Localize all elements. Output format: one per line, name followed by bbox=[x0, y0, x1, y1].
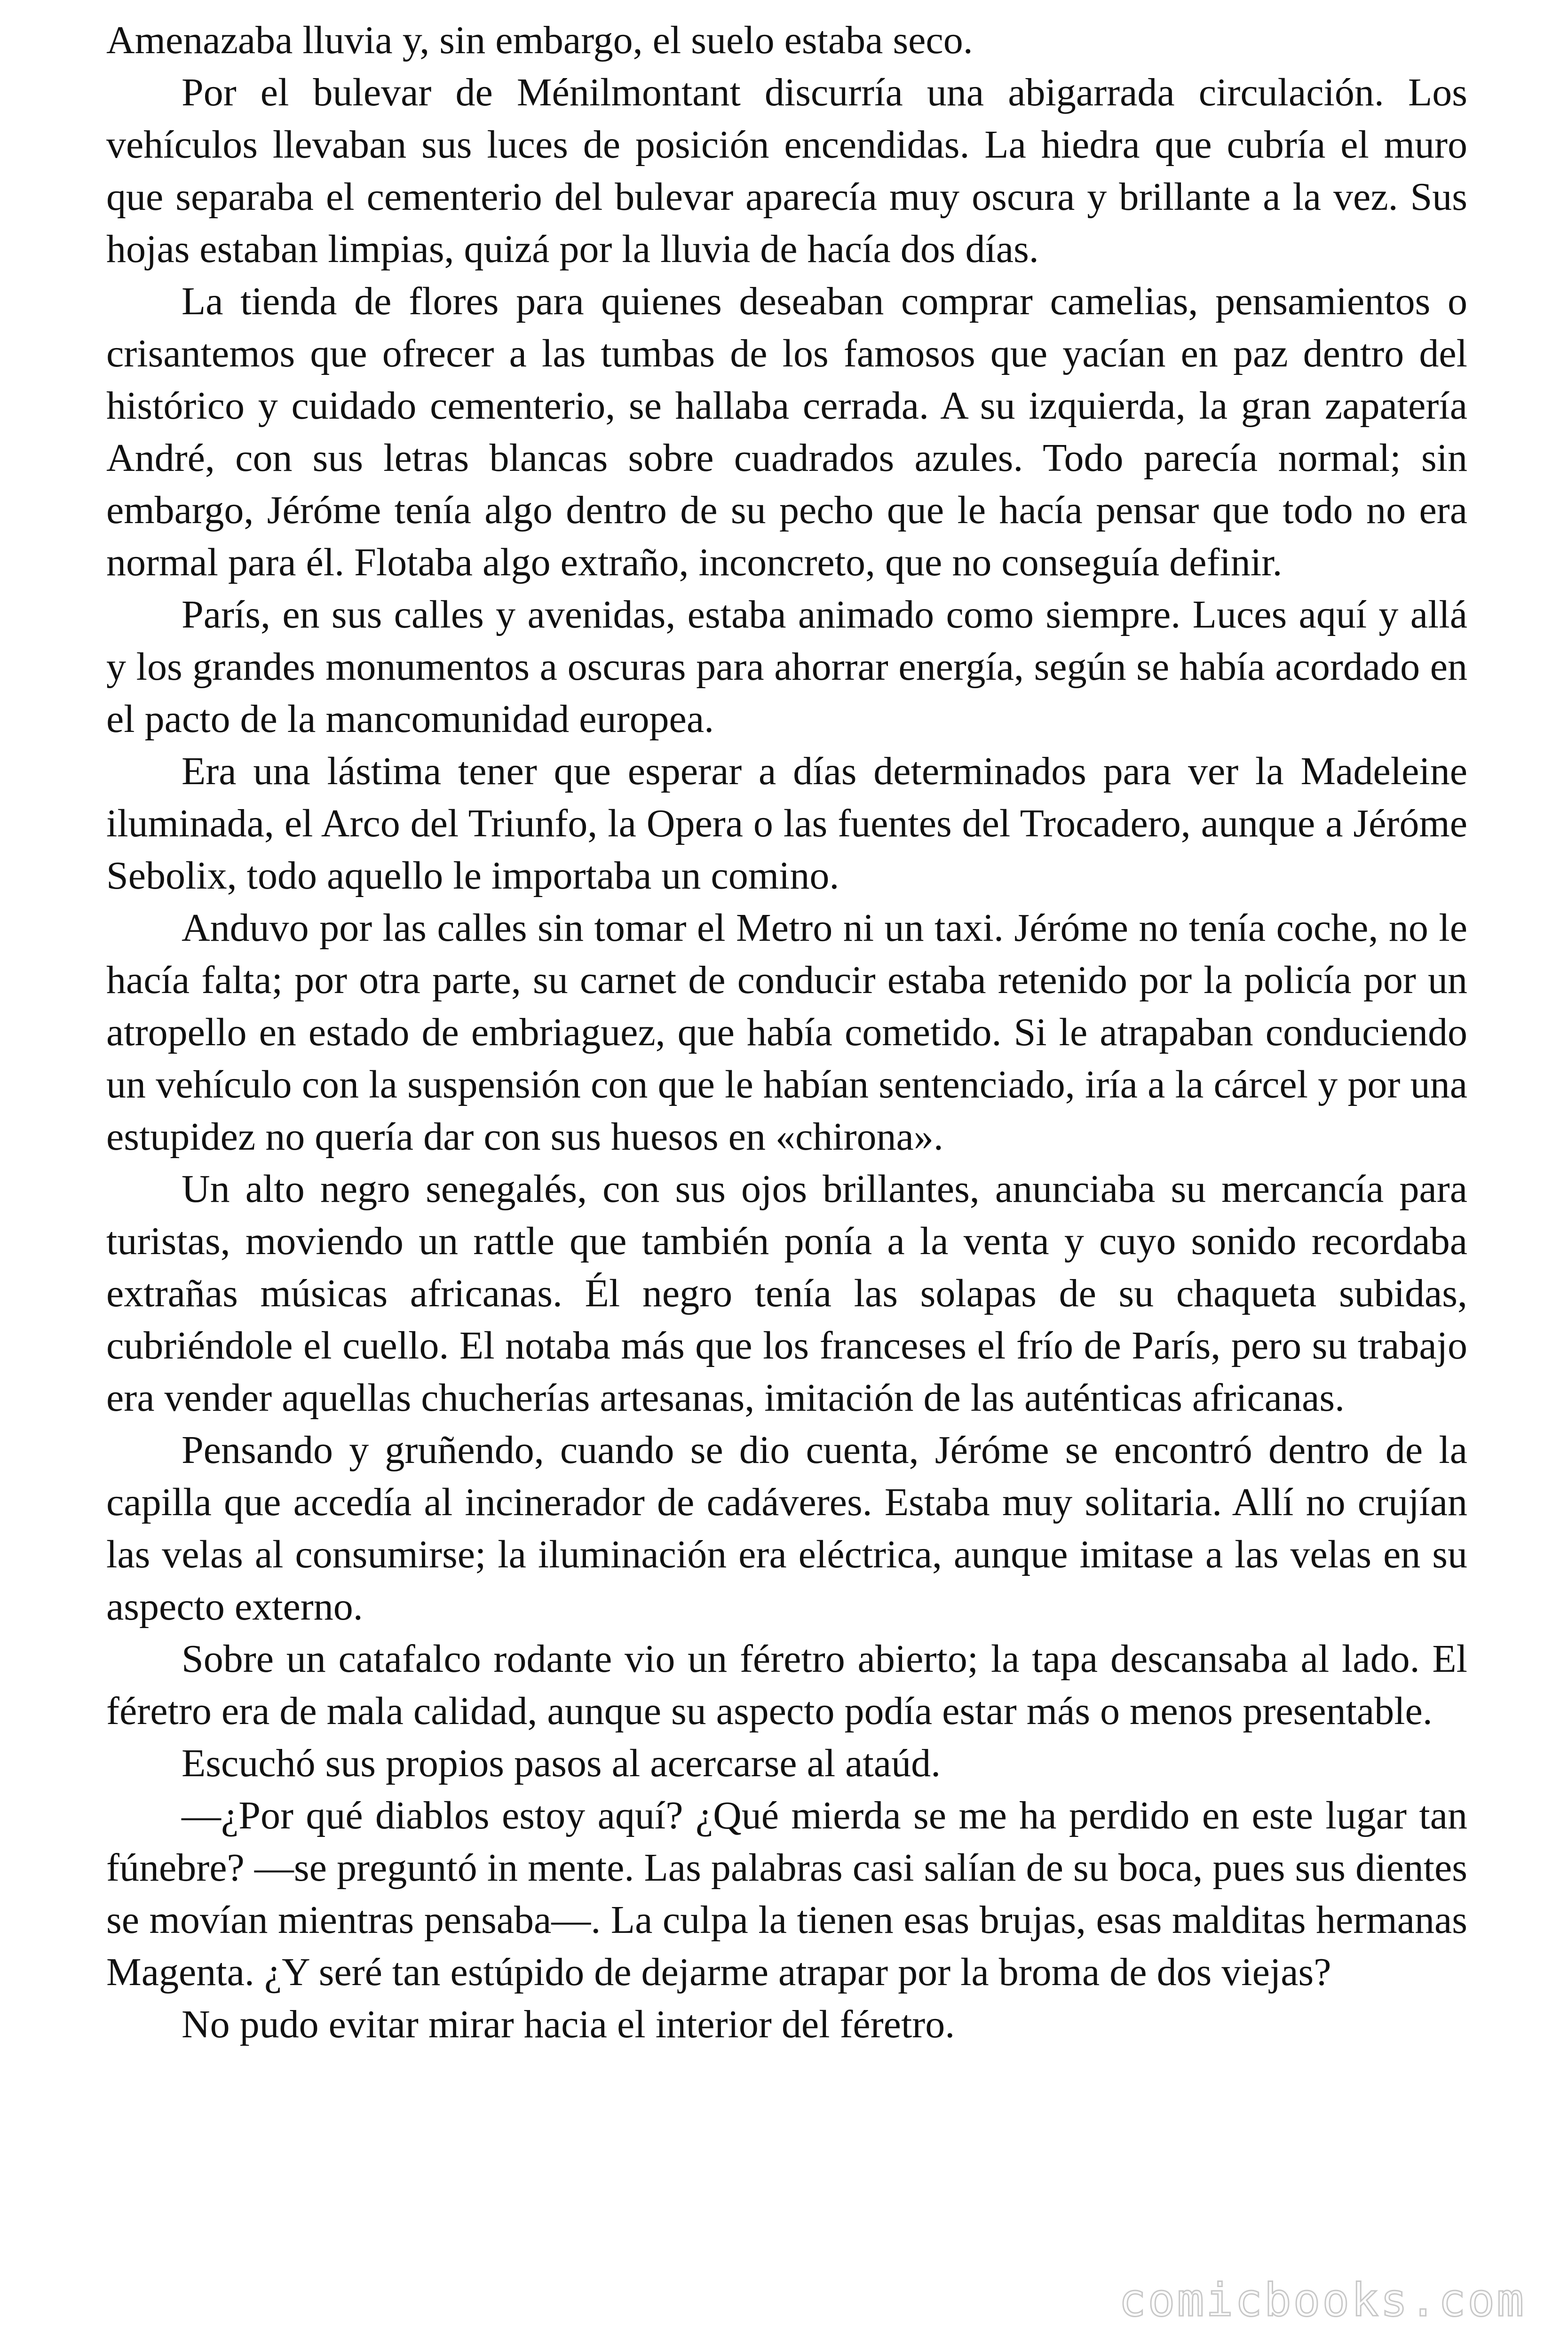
watermark: comicbooks.com bbox=[1118, 2274, 1526, 2327]
paragraph: No pudo evitar mirar hacia el interior del féretro. bbox=[182, 2002, 955, 2046]
paragraph: Era una lástima tener que esperar a días determinados para ver la Madeleine iluminada, el Arco del Triunfo, la Opera o las fuentes del Trocadero, aunque a Jéróme Sebolix, todo aquello le importaba un comino. bbox=[106, 749, 1467, 898]
document-body bbox=[106, 14, 1467, 2050]
paragraph: Un alto negro senegalés, con sus ojos brillantes, anunciaba su mercancía para turistas, moviendo un rattle que también ponía a la venta y cuyo sonido recordaba extrañas músicas africanas. Él negro tenía las solapas de su chaqueta subidas, cubriéndole el cuello. El notaba más que los franceses el frío de París, pero su trabajo era vender aquellas chucherías artesanas, imitación de las auténticas africanas. bbox=[106, 1167, 1467, 1420]
paragraph: Pensando y gruñendo, cuando se dio cuenta, Jéróme se encontró dentro de la capilla que accedía al incinerador de cadáveres. Estaba muy solitaria. Allí no crujían las velas al consumirse; la iluminación era eléctrica, aunque imitase a las velas en su aspecto externo. bbox=[106, 1428, 1467, 1629]
paragraph: Escuchó sus propios pasos al acercarse al ataúd. bbox=[182, 1741, 941, 1785]
paragraph: La tienda de flores para quienes deseaban comprar camelias, pensamientos o crisantemos que ofrecer a las tumbas de los famosos que yacían en paz dentro del histórico y cuidado cementerio, se hallaba cerrada. A su izquierda, la gran zapatería André, con sus letras blancas sobre cuadrados azules. Todo parecía normal; sin embargo, Jéróme tenía algo dentro de su pecho que le hacía pensar que todo no era normal para él. Flotaba algo extraño, inconcreto, que no conseguía definir. bbox=[106, 279, 1467, 584]
paragraph: Amenazaba lluvia y, sin embargo, el suelo estaba seco. bbox=[106, 18, 973, 62]
paragraph: Anduvo por las calles sin tomar el Metro ni un taxi. Jéróme no tenía coche, no le hacía falta; por otra parte, su carnet de conducir estaba retenido por la policía por un atropello en estado de embriaguez, que había cometido. Si le atrapaban conduciendo un vehículo con la suspensión con que le habían sentenciado, iría a la cárcel y por una estupidez no quería dar con sus huesos en «chirona». bbox=[106, 906, 1467, 1159]
paragraph: París, en sus calles y avenidas, estaba animado como siempre. Luces aquí y allá y los grandes monumentos a oscuras para ahorrar energía, según se había acordado en el pacto de la mancomunidad europea. bbox=[106, 593, 1467, 741]
paragraph: —¿Por qué diablos estoy aquí? ¿Qué mierda se me ha perdido en este lugar tan fúnebre? —se preguntó in mente. Las palabras casi salían de su boca, pues sus dientes se movían mientras pensaba—. La culpa la tienen esas brujas, esas malditas hermanas Magenta. ¿Y seré tan estúpido de dejarme atrapar por la broma de dos viejas? bbox=[106, 1794, 1467, 1994]
paragraph: Sobre un catafalco rodante vio un féretro abierto; la tapa descansaba al lado. El féretro era de mala calidad, aunque su aspecto podía estar más o menos presentable. bbox=[106, 1637, 1467, 1733]
paragraph: Por el bulevar de Ménilmontant discurría una abigarrada circulación. Los vehículos llevaban sus luces de posición encendidas. La hiedra que cubría el muro que separaba el cementerio del bulevar aparecía muy oscura y brillante a la vez. Sus hojas estaban limpias, quizá por la lluvia de hacía dos días. bbox=[106, 71, 1467, 271]
